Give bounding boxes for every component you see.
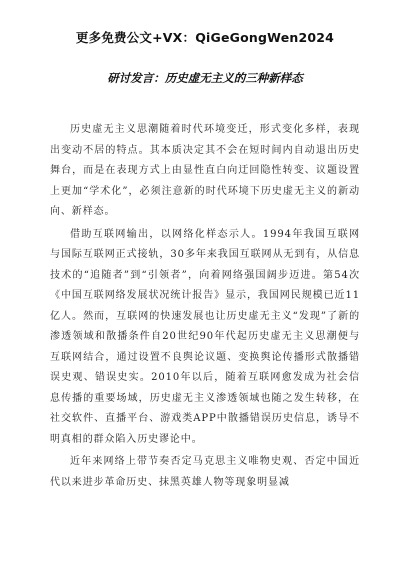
paragraph: 历史虚无主义思潮随着时代环境变迁，形式变化多样，表现出变动不居的特点。其本质决定其不会在短时间内自动退出历史舞台，而是在表现方式上由显性直白向迂回隐性转变、议题设置上更加“学术化”，必须注意新的时代环境下历史虚无主义的新动向、新样态。 [50, 124, 360, 217]
paragraph: 近年来网络上带节奏否定马克思主义唯物史观、否定中国近代以来进步革命历史、抹黑英雄人物等现象明显减 [50, 456, 360, 488]
document-body [50, 120, 360, 495]
document-title: 研讨发言：历史虚无主义的三种新样态 [107, 71, 303, 85]
paragraph: 借助互联网输出，以网络化样态示人。1994年我国互联网与国际互联网正式接轨，30多年来我国互联网从无到有，从信息技术的“追随者”到“引领者”，向着网络强国阔步迈进。第54次《中国互联网络发展状况统计报告》显示，我国网民规模已近11亿人。然而，互联网的快速发展也让历史虚无主义“发现”了新的渗透领域和散播条件自20世纪90年代起历史虚无主义思潮便与互联网结合，通过设置不良舆论议题、变换舆论传播形式散播错误史观、错误史实。2010年以后，随着互联网愈发成为社会信息传播的重要场域，历史虚无主义渗透领域也随之发生转移，在社交软件、直播平台、游戏类APP中散播错误历史信息，诱导不明真相的群众陷入历史谬论中。 [50, 228, 360, 445]
promo-header: 更多免费公文+VX：QiGeGongWen2024 [75, 30, 335, 45]
